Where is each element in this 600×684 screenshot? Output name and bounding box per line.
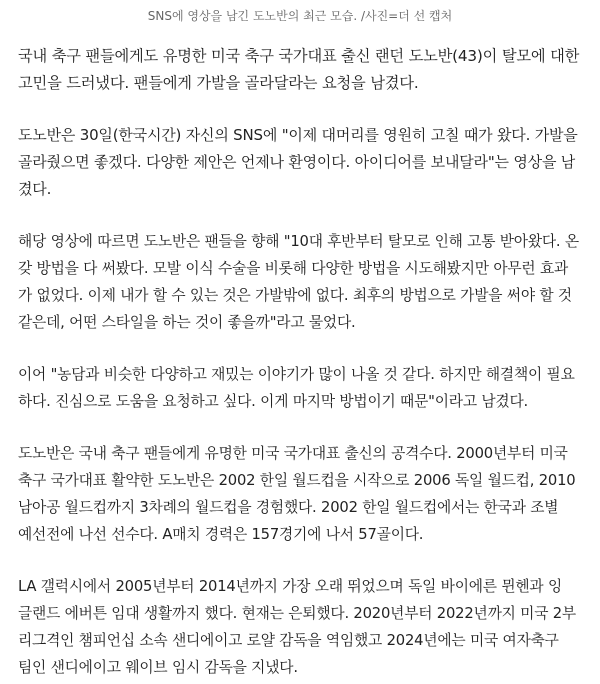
- paragraph-line: 해당 영상에 따르면 도노반은 팬들을 향해 "10대 후반부터 탈모로 인해 고통 받아왔다. 온: [18, 233, 579, 250]
- photo-caption: SNS에 영상을 남긴 도노반의 최근 모습. /사진=더 선 캡처: [147, 9, 453, 23]
- paragraph-line: 국내 축구 팬들에게도 유명한 미국 축구 국가대표 출신 랜던 도노반(43)이 탈모에 대한: [18, 47, 580, 65]
- paragraph-line: 축구 국가대표 활약한 도노반은 2002 한일 월드컵을 시작으로 2006 독일 월드컵, 2010: [18, 472, 576, 489]
- paragraph-line: 골라줬으면 좋겠다. 다양한 제안은 언제나 환영이다. 아이디어를 보내달라"는 영상을 남: [18, 153, 576, 171]
- article-paragraph-2: [18, 122, 582, 203]
- paragraph-line: 팀인 샌디에이고 웨이브 임시 감독을 지냈다.: [18, 659, 298, 676]
- article-paragraph-1: [18, 43, 582, 97]
- article-paragraph-5: [18, 440, 582, 548]
- paragraph-line: 남아공 월드컵까지 3차례의 월드컵을 경험했다. 2002 한일 월드컵에서는 한국과 조별: [18, 499, 559, 516]
- paragraph-line: 도노반은 30일(한국시간) 자신의 SNS에 "이제 대머리를 영원히 고칠 때가 왔다. 가발을: [18, 126, 578, 144]
- paragraph-line: 겼다.: [18, 180, 52, 198]
- paragraph-line: 같은데, 어떤 스타일을 하는 것이 좋을까"라고 물었다.: [18, 314, 356, 331]
- article-paragraph-3: [18, 228, 582, 336]
- paragraph-line: 글랜드 에버튼 임대 생활까지 했다. 현재는 은퇴했다. 2020년부터 2022년까지 미국 2부: [18, 605, 576, 622]
- paragraph-line: 고민을 드러냈다. 팬들에게 가발을 골라달라는 요청을 남겼다.: [18, 74, 419, 92]
- paragraph-line: 예선전에 나선 선수다. A매치 경력은 157경기에 나서 57골이다.: [18, 526, 424, 543]
- paragraph-line: LA 갤럭시에서 2005년부터 2014년까지 가장 오래 뛰었으며 독일 바이에른 뮌헨과 잉: [18, 578, 563, 595]
- article-paragraph-6: [18, 573, 582, 681]
- paragraph-line: 하다. 진심으로 도움을 요청하고 싶다. 이게 마지막 방법이기 때문"이라고 남겼다.: [18, 393, 528, 410]
- paragraph-line: 리그격인 챔피언십 소속 샌디에이고 로얄 감독을 역임했고 2024년에는 미국 여자축구: [18, 632, 559, 649]
- paragraph-line: 갖 방법을 다 써봤다. 모발 이식 수술을 비롯해 다양한 방법을 시도해봤지만 아무런 효과: [18, 260, 569, 277]
- paragraph-line: 이어 "농담과 비슷한 다양하고 재밌는 이야기가 많이 나올 것 같다. 하지만 해결책이 필요: [18, 366, 575, 383]
- paragraph-line: 도노반은 국내 축구 팬들에게 유명한 미국 국가대표 출신의 공격수다. 2000년부터 미국: [18, 445, 568, 462]
- article-paragraph-4: [18, 361, 582, 415]
- paragraph-line: 가 없었다. 이제 내가 할 수 있는 것은 가발밖에 없다. 최후의 방법으로 가발을 써야 할 것: [18, 287, 572, 304]
